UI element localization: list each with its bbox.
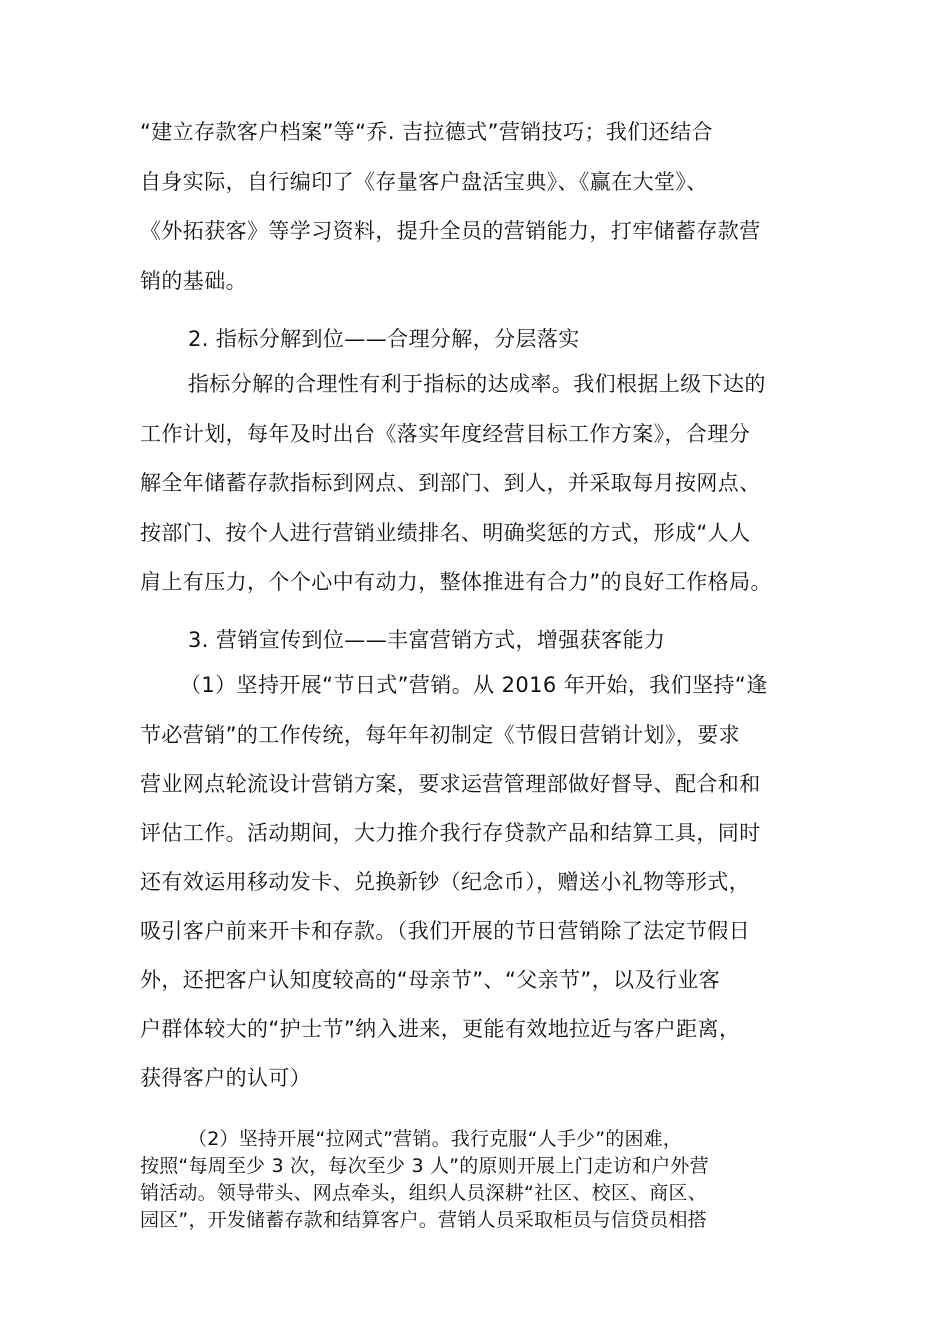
- paragraph-1-line-3: 《外拓获客》等学习资料，提升全员的营销能力，打牢储蓄存款营: [140, 219, 761, 243]
- paragraph-3-line-1: （1）坚持开展“节日式”营销。从 2016 年开始，我们坚持“逢: [180, 673, 768, 697]
- section-heading-3: 3. 营销宣传到位——丰富营销方式，增强获客能力: [188, 628, 666, 652]
- paragraph-3-line-2: 节必营销”的工作传统，每年年初制定《节假日营销计划》，要求: [140, 723, 740, 747]
- paragraph-2-line-2: 工作计划，每年及时出台《落实年度经营目标工作方案》，合理分: [140, 422, 751, 446]
- paragraph-2-line-4: 按部门、按个人进行营销业绩排名、明确奖惩的方式，形成“人人: [140, 521, 751, 545]
- paragraph-3-line-5: 还有效运用移动发卡、兑换新钞（纪念币），赠送小礼物等形式，: [140, 870, 751, 894]
- paragraph-3-line-8: 户群体较大的“护士节”纳入进来，更能有效地拉近与客户距离，: [140, 1017, 741, 1041]
- paragraph-2-line-5: 肩上有压力，个个心中有动力，整体推进有合力”的良好工作格局。: [140, 570, 772, 594]
- paragraph-2-line-3: 解全年储蓄存款指标到网点、到部门、到人，并采取每月按网点、: [140, 471, 761, 495]
- paragraph-4-line-2: 按照“每周至少 3 次，每次至少 3 人”的原则开展上门走访和户外营: [140, 1155, 709, 1177]
- paragraph-4-line-4: 园区”，开发储蓄存款和结算客户。营销人员采取柜员与信贷员相搭: [140, 1209, 707, 1231]
- paragraph-3-line-9: 获得客户的认可）: [140, 1066, 312, 1090]
- paragraph-2-line-1: 指标分解的合理性有利于指标的达成率。我们根据上级下达的: [188, 372, 766, 396]
- paragraph-3-line-3: 营业网点轮流设计营销方案，要求运营管理部做好督导、配合和和: [140, 772, 761, 796]
- paragraph-3-line-4: 评估工作。活动期间，大力推介我行存贷款产品和结算工具，同时: [140, 821, 761, 845]
- paragraph-1-line-4: 销的基础。: [140, 269, 247, 293]
- paragraph-3-line-6: 吸引客户前来开卡和存款。（我们开展的节日营销除了法定节假日: [140, 919, 751, 943]
- paragraph-3-line-7: 外，还把客户认知度较高的“母亲节”、“父亲节”，以及行业客: [140, 968, 721, 992]
- paragraph-1-line-2: 自身实际，自行编印了《存量客户盘活宝典》、《赢在大堂》、: [140, 170, 708, 194]
- paragraph-4-line-1: （2）坚持开展“拉网式”营销。我行克服“人手少”的困难，: [188, 1128, 683, 1150]
- section-heading-2: 2. 指标分解到位——合理分解，分层落实: [188, 327, 580, 351]
- paragraph-1-line-1: “建立存款客户档案”等“乔. 吉拉德式”营销技巧；我们还结合: [140, 120, 713, 144]
- paragraph-4-line-3: 销活动。领导带头、网点牵头，组织人员深耕“社区、校区、商区、: [140, 1182, 707, 1204]
